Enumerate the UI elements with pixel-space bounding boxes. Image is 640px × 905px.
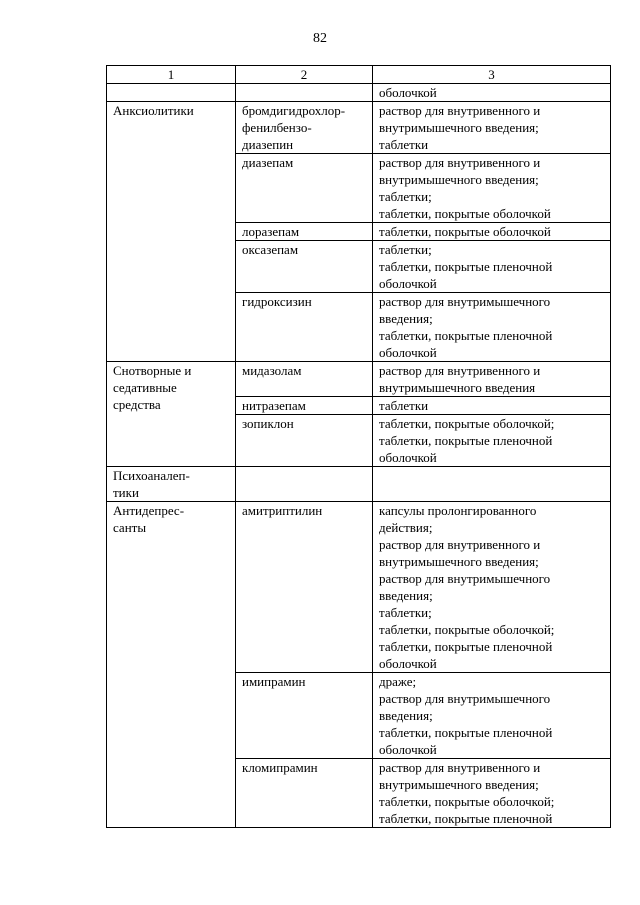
cell-line: мидазолам <box>242 363 302 378</box>
cell-line: фенилбензо- <box>242 120 312 135</box>
drug-name-cell <box>236 415 373 467</box>
dosage-form-cell <box>373 102 611 154</box>
cell-line: лоразепам <box>242 224 300 239</box>
cell-line: тики <box>113 485 139 500</box>
cell-line: таблетки, покрытые оболочкой; <box>379 416 555 431</box>
table-row <box>107 467 611 502</box>
table-body <box>107 84 611 828</box>
cell-line: внутримышечного введения; <box>379 120 539 135</box>
cell-line: оболочкой <box>379 742 437 757</box>
group-cell <box>107 84 236 102</box>
header-col-1: 1 <box>107 66 236 84</box>
cell-line: диазепин <box>242 137 294 152</box>
dosage-form-cell <box>373 673 611 759</box>
cell-line: Анксиолитики <box>113 103 194 118</box>
cell-line: таблетки, покрытые оболочкой <box>379 206 551 221</box>
cell-line: Снотворные и <box>113 363 192 378</box>
cell-line: таблетки, покрытые пленочной <box>379 259 553 274</box>
drug-name-cell <box>236 502 373 673</box>
cell-line: таблетки, покрытые пленочной <box>379 433 553 448</box>
cell-line: Психоаналеп- <box>113 468 190 483</box>
cell-line: санты <box>113 520 147 535</box>
header-col-3: 3 <box>373 66 611 84</box>
drug-table <box>106 65 611 828</box>
group-cell <box>107 502 236 828</box>
cell-line: таблетки, покрытые оболочкой <box>379 224 551 239</box>
cell-line: диазепам <box>242 155 294 170</box>
cell-line: таблетки <box>379 137 429 152</box>
cell-line: зопиклон <box>242 416 294 431</box>
drug-name-cell <box>236 223 373 241</box>
cell-line: таблетки; <box>379 189 432 204</box>
cell-line: оболочкой <box>379 85 437 100</box>
page-number: 82 <box>313 31 327 46</box>
cell-line: внутримышечного введения <box>379 380 536 395</box>
cell-line: раствор для внутримышечного <box>379 294 551 309</box>
cell-line: капсулы пролонгированного <box>379 503 537 518</box>
cell-line: кломипрамин <box>242 760 318 775</box>
cell-line: таблетки, покрытые оболочкой; <box>379 794 555 809</box>
dosage-form-cell <box>373 362 611 397</box>
cell-line: бромдигидрохлор- <box>242 103 346 118</box>
cell-line: седативные <box>113 380 177 395</box>
table-row <box>107 102 611 154</box>
cell-line: средства <box>113 397 161 412</box>
cell-line: Антидепрес- <box>113 503 185 518</box>
dosage-form-cell <box>373 223 611 241</box>
drug-name-cell <box>236 102 373 154</box>
drug-name-cell <box>236 362 373 397</box>
dosage-form-cell <box>373 415 611 467</box>
cell-line: амитриптилин <box>242 503 323 518</box>
cell-line: нитразепам <box>242 398 306 413</box>
cell-line: таблетки <box>379 398 429 413</box>
cell-line: гидроксизин <box>242 294 312 309</box>
dosage-form-cell <box>373 502 611 673</box>
dosage-form-cell <box>373 759 611 828</box>
cell-line: внутримышечного введения; <box>379 554 539 569</box>
dosage-form-cell <box>373 241 611 293</box>
cell-line: оболочкой <box>379 345 437 360</box>
cell-line: раствор для внутривенного и <box>379 103 541 118</box>
cell-line: введения; <box>379 588 433 603</box>
drug-name-cell <box>236 293 373 362</box>
dosage-form-cell <box>373 467 611 502</box>
cell-line: таблетки, покрытые пленочной <box>379 725 553 740</box>
table-row <box>107 362 611 397</box>
cell-line: таблетки, покрытые пленочной <box>379 639 553 654</box>
cell-line: действия; <box>379 520 433 535</box>
cell-line: внутримышечного введения; <box>379 777 539 792</box>
dosage-form-cell <box>373 84 611 102</box>
cell-line: введения; <box>379 708 433 723</box>
drug-name-cell <box>236 154 373 223</box>
cell-line: таблетки, покрытые оболочкой; <box>379 622 555 637</box>
cell-line: таблетки, покрытые пленочной <box>379 328 553 343</box>
cell-line: раствор для внутривенного и <box>379 537 541 552</box>
drug-name-cell <box>236 673 373 759</box>
drug-name-cell <box>236 241 373 293</box>
cell-line: оболочкой <box>379 656 437 671</box>
cell-line: таблетки, покрытые пленочной <box>379 811 553 826</box>
table-row <box>107 502 611 673</box>
cell-line: оболочкой <box>379 276 437 291</box>
cell-line: имипрамин <box>242 674 306 689</box>
cell-line: раствор для внутривенного и <box>379 155 541 170</box>
table-row <box>107 84 611 102</box>
cell-line: таблетки; <box>379 605 432 620</box>
drug-name-cell <box>236 397 373 415</box>
cell-line: оболочкой <box>379 450 437 465</box>
dosage-form-cell <box>373 397 611 415</box>
header-col-2: 2 <box>236 66 373 84</box>
cell-line: внутримышечного введения; <box>379 172 539 187</box>
cell-line: таблетки; <box>379 242 432 257</box>
cell-line: раствор для внутримышечного <box>379 691 551 706</box>
drug-name-cell <box>236 759 373 828</box>
group-cell <box>107 362 236 467</box>
cell-line: оксазепам <box>242 242 299 257</box>
drug-name-cell <box>236 467 373 502</box>
drug-name-cell <box>236 84 373 102</box>
header-row <box>107 66 611 84</box>
cell-line: введения; <box>379 311 433 326</box>
cell-line: драже; <box>379 674 417 689</box>
dosage-form-cell <box>373 293 611 362</box>
cell-line: раствор для внутривенного и <box>379 760 541 775</box>
group-cell <box>107 102 236 362</box>
group-cell <box>107 467 236 502</box>
dosage-form-cell <box>373 154 611 223</box>
cell-line: раствор для внутривенного и <box>379 363 541 378</box>
table-header <box>107 66 611 84</box>
cell-line: раствор для внутримышечного <box>379 571 551 586</box>
